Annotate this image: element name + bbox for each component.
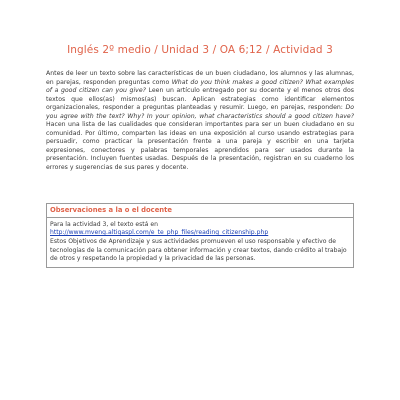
body-text-part-1: Antes de leer un texto sobre las características de un buen ciudadano, los alumnos y las alumnas, en parejas, responden preguntas como (46, 70, 354, 86)
resource-link[interactable]: http://www.mveng.altigaspl.com/e_te_php_files/reading_citizenship.php (50, 229, 269, 237)
teacher-notes-line-2: Estos Objetivos de Aprendizaje y sus actividades promueven el uso responsable y efectivo de tecnologías de la comunicación para obtener información y crear textos, dando crédito al trabajo de otros y respetando la propiedad y la privacidad de las personas. (50, 238, 347, 262)
body-question-1: What do you think makes a good citizen? What examples of a good citizen can you give? (46, 78, 355, 94)
teacher-notes-box (46, 203, 354, 268)
activity-description (46, 70, 354, 172)
body-text-part-3: Hacen una lista de las cualidades que consideran importantes para ser un buen ciudadano en su comunidad. Por último, comparten las ideas en una exposición al curso usando estrategias para persuadir, como practicar la presentación frente a una pareja y escribir en una tarjeta expresiones, conectores y palabras temporales aprendidos para ser usados durante la presentación. Incluyen fuentes usadas. Después de la presentación, registran en su cuaderno los errores y sugerencias de sus pares y docente. (46, 121, 354, 171)
teacher-notes-content (46, 217, 354, 268)
body-text-part-2: Leen un artículo entregado por su docente y el menos otros dos textos que ellos(as) mismos(as) buscan. Aplican estrategias como identificar elementos organizacionales, responder a preguntas planteadas y resumir. Luego, en parejas, responden: (46, 87, 354, 111)
teacher-notes-header: Observaciones a la o el docente (46, 203, 354, 217)
body-question-2: Do you agree with the text? Why? In your opinion, what characteristics should a good citizen have? (46, 104, 354, 120)
document-title: Inglés 2º medio / Unidad 3 / OA 6;12 / Actividad 3 (67, 44, 333, 56)
teacher-notes-line-1: Para la actividad 3, el texto está en (50, 221, 158, 228)
